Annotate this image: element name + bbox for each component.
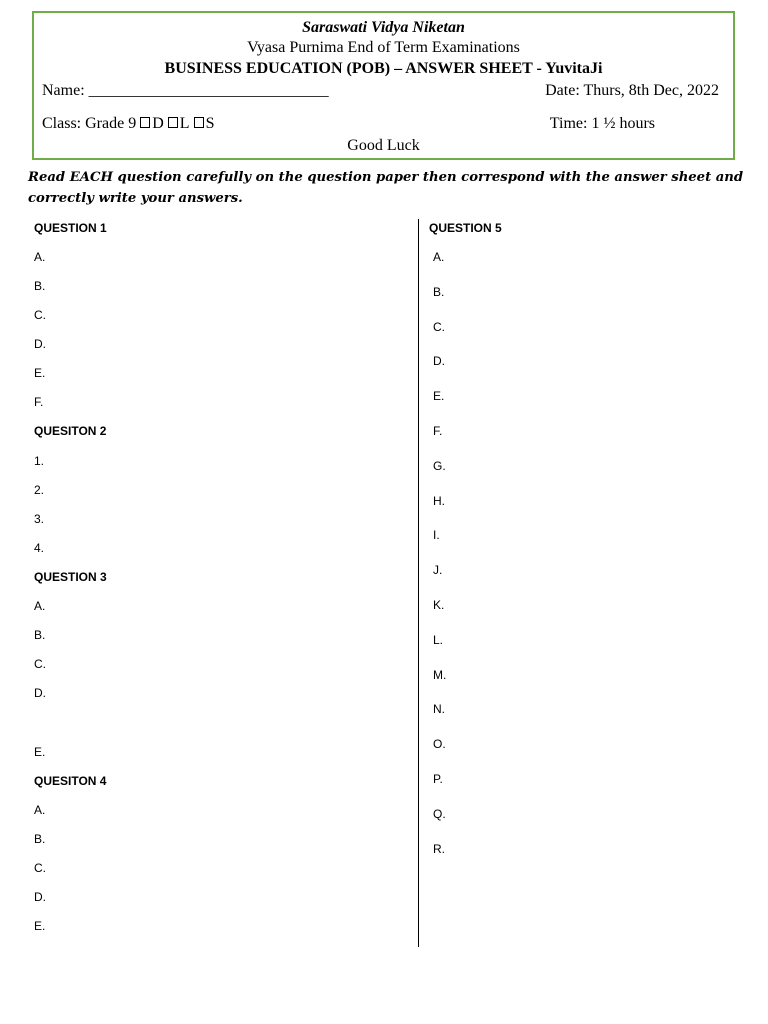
answer-label: C.: [34, 657, 46, 671]
answer-label: F.: [433, 424, 443, 438]
good-luck: Good Luck: [347, 137, 420, 154]
subject-title: BUSINESS EDUCATION (POB) – ANSWER SHEET - YuvitaJi: [164, 60, 603, 77]
answer-label: B.: [433, 284, 445, 299]
answer-label: F.: [34, 395, 44, 409]
exam-time: Time: 1 ½ hours: [549, 115, 655, 132]
answer-label: O.: [433, 737, 446, 752]
answer-label: K.: [433, 598, 445, 612]
class-grade: Grade 9: [85, 115, 137, 132]
column-divider: [418, 219, 419, 947]
answer-label: H.: [433, 493, 445, 508]
class-label: Class:: [42, 115, 82, 132]
class-option-s: S: [205, 115, 215, 132]
exam-title: Vyasa Purnima End of Term Examinations: [247, 39, 520, 56]
answer-label: C.: [34, 308, 46, 322]
answer-label: P.: [433, 772, 443, 786]
answer-label: E.: [34, 366, 46, 380]
answer-label: 1.: [34, 454, 45, 468]
answer-label: M.: [433, 667, 447, 682]
answer-label: N.: [433, 702, 445, 717]
checkbox-icon: [140, 117, 150, 128]
answer-label: D.: [34, 686, 46, 700]
instructions: Read EACH question carefully on the question paper then correspond with the answer sheet and correctly write your answers.: [28, 170, 744, 206]
checkbox-icon: [194, 117, 204, 128]
answer-label: D.: [433, 354, 445, 369]
answer-label: R.: [433, 841, 445, 856]
question-title: QUESTION 1: [34, 221, 107, 235]
answer-label: C.: [34, 861, 46, 875]
school-name: Saraswati Vidya Niketan: [302, 19, 465, 36]
answer-label: A.: [433, 250, 445, 264]
answer-label: B.: [34, 832, 46, 846]
question-title: QUESTION 5: [429, 221, 502, 235]
answer-label: A.: [34, 250, 46, 264]
answer-label: G.: [433, 458, 446, 473]
answer-label: 3.: [34, 512, 45, 526]
answer-label: B.: [34, 628, 46, 642]
question-title: QUESITON 4: [34, 774, 107, 788]
answer-label: A.: [34, 803, 46, 817]
answer-label: E.: [433, 389, 445, 404]
name-date-row: [42, 82, 719, 100]
answer-label: Q.: [433, 806, 446, 821]
name-field: Name: ______________________________: [42, 82, 329, 99]
answer-label: I.: [433, 528, 440, 543]
answer-label: B.: [34, 279, 46, 293]
answer-label: J.: [433, 563, 443, 578]
answer-label: C.: [433, 319, 445, 334]
answer-label: E.: [34, 919, 46, 933]
class-time-row: [42, 115, 719, 133]
answer-label: E.: [34, 745, 46, 759]
checkbox-icon: [168, 117, 178, 128]
answer-label: 2.: [34, 483, 45, 497]
answer-label: A.: [34, 599, 46, 613]
question-title: QUESTION 3: [34, 570, 107, 584]
exam-date: Date: Thurs, 8th Dec, 2022: [545, 82, 719, 99]
answer-label: D.: [34, 890, 46, 904]
class-option-l: L: [179, 115, 190, 132]
question-title: QUESITON 2: [34, 424, 107, 438]
exam-header: [32, 11, 735, 160]
answer-label: 4.: [34, 541, 45, 555]
answer-label: D.: [34, 337, 46, 351]
class-option-d: D: [152, 115, 164, 132]
answer-label: L.: [433, 632, 444, 647]
